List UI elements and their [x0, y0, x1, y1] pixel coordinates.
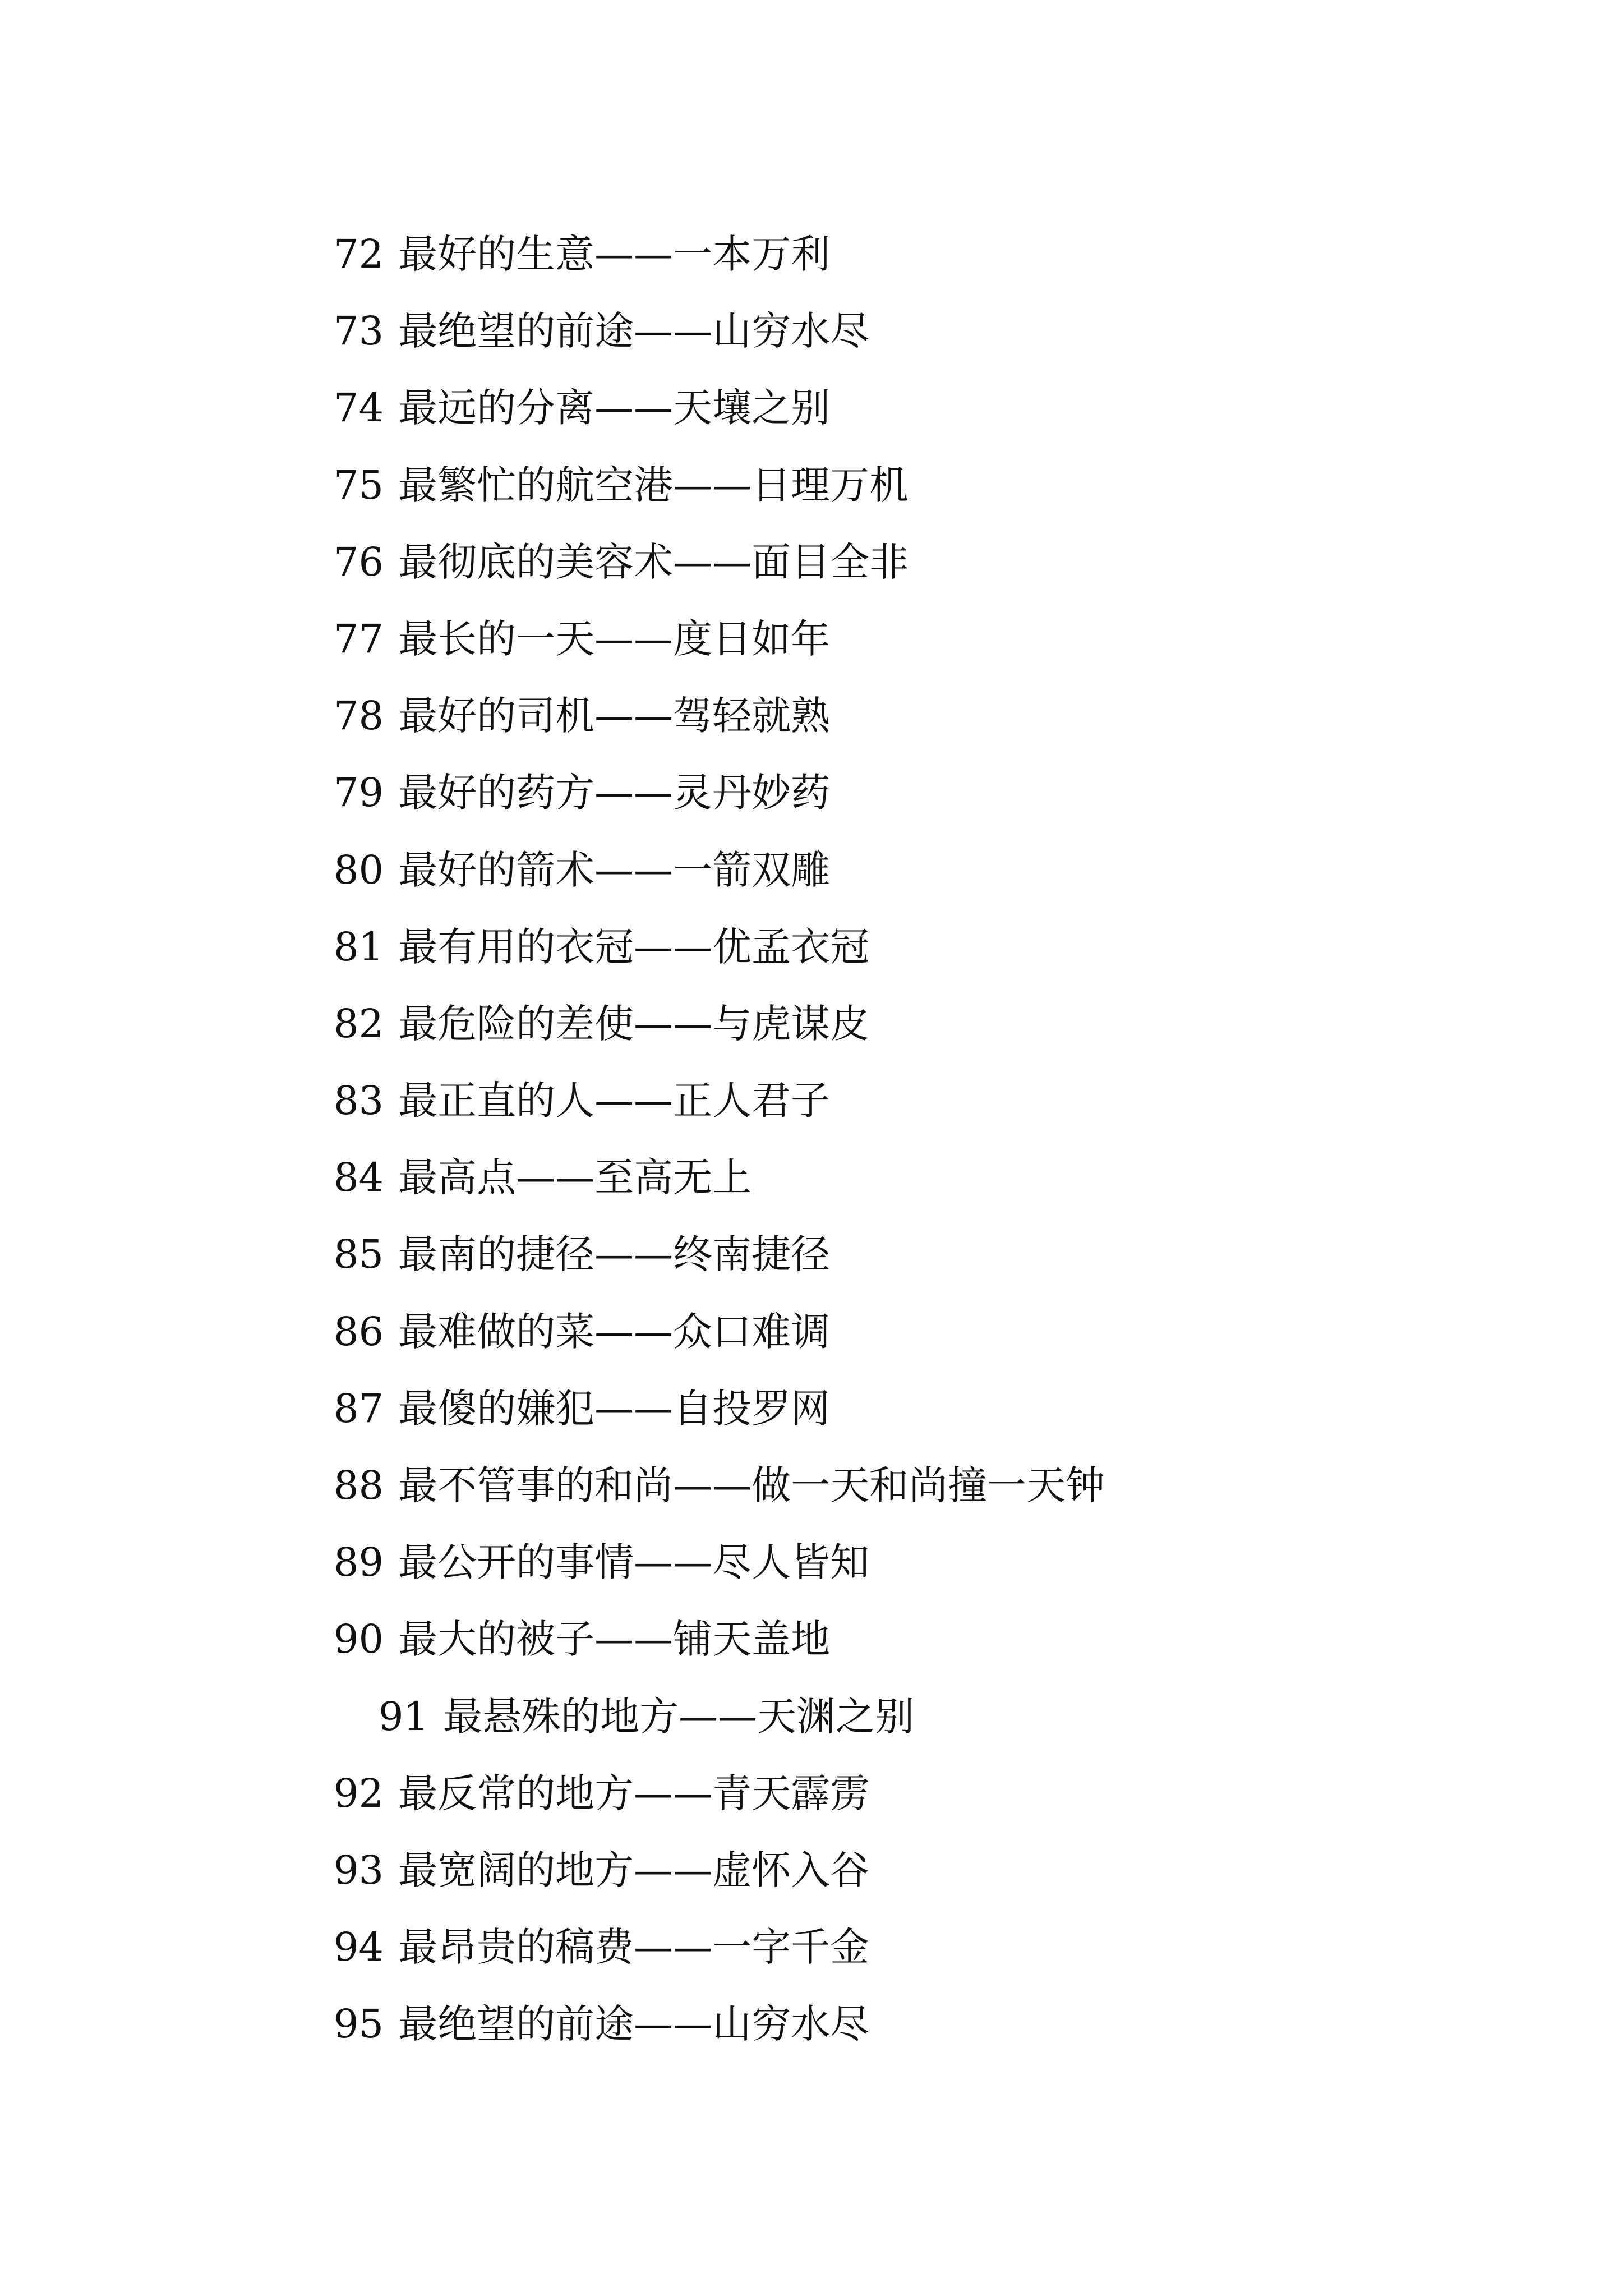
list-item — [334, 216, 1105, 293]
entry-text: 最傻的嫌犯——自投罗网 — [398, 1385, 831, 1432]
entry-number: 72 — [334, 231, 384, 277]
entry-text: 最有用的衣冠——优孟衣冠 — [398, 923, 870, 970]
entry-text: 最好的药方——灵丹妙药 — [398, 770, 831, 816]
entry-text: 最长的一天——度日如年 — [398, 615, 831, 662]
list-item — [334, 1447, 1105, 1524]
entry-text: 最南的捷径——终南捷径 — [398, 1231, 831, 1278]
list-item — [334, 1909, 1105, 1986]
list-item — [334, 832, 1105, 909]
entry-number: 94 — [334, 1924, 384, 1971]
entry-number: 95 — [334, 2001, 384, 2047]
entry-text: 最好的司机——驾轻就熟 — [398, 693, 831, 739]
list-item — [334, 1678, 1105, 1755]
list-item — [334, 1370, 1105, 1447]
entry-number: 93 — [334, 1847, 384, 1893]
list-item — [334, 1832, 1105, 1909]
entry-text: 最好的箭术——一箭双雕 — [398, 846, 831, 893]
list-item — [334, 1524, 1105, 1601]
list-item — [334, 754, 1105, 831]
entry-number: 91 — [379, 1693, 429, 1740]
entry-text: 最正直的人——正人君子 — [398, 1078, 831, 1124]
entry-number: 90 — [334, 1616, 384, 1663]
entry-text: 最公开的事情——尽人皆知 — [398, 1539, 870, 1586]
list-item — [334, 447, 1105, 524]
entry-number: 76 — [334, 539, 384, 585]
list-item — [334, 1139, 1105, 1216]
list-item — [334, 678, 1105, 754]
entry-number: 78 — [334, 693, 384, 739]
entry-text: 最昂贵的稿费——一字千金 — [398, 1924, 870, 1971]
entry-text: 最反常的地方——青天霹雳 — [398, 1770, 870, 1816]
entry-number: 81 — [334, 923, 384, 970]
entry-number: 74 — [334, 385, 384, 431]
entry-text: 最好的生意——一本万利 — [398, 231, 831, 277]
list-item — [334, 986, 1105, 1062]
entry-number: 84 — [334, 1154, 384, 1201]
entry-text: 最远的分离——天壤之别 — [398, 385, 831, 431]
list-item — [334, 1062, 1105, 1139]
list-item — [334, 293, 1105, 370]
list-item — [334, 1216, 1105, 1293]
list-item — [334, 370, 1105, 447]
entry-number: 73 — [334, 308, 384, 355]
entry-number: 89 — [334, 1539, 384, 1586]
entry-number: 80 — [334, 846, 384, 893]
entry-number: 75 — [334, 462, 384, 508]
list-item — [334, 1755, 1105, 1832]
entry-number: 88 — [334, 1462, 384, 1508]
list-item — [334, 601, 1105, 678]
entry-text: 最繁忙的航空港——日理万机 — [398, 462, 909, 508]
entry-text: 最高点——至高无上 — [398, 1154, 752, 1201]
entry-text: 最绝望的前途——山穷水尽 — [398, 308, 870, 355]
list-item — [334, 524, 1105, 601]
entry-text: 最绝望的前途——山穷水尽 — [398, 2001, 870, 2047]
list-item — [334, 1986, 1105, 2063]
entry-text: 最悬殊的地方——天渊之别 — [443, 1693, 915, 1740]
entry-text: 最大的被子——铺天盖地 — [398, 1616, 831, 1663]
entry-text: 最难做的菜——众口难调 — [398, 1308, 831, 1355]
entry-number: 79 — [334, 770, 384, 816]
entry-text: 最不管事的和尚——做一天和尚撞一天钟 — [398, 1462, 1105, 1508]
entry-text: 最危险的差使——与虎谋皮 — [398, 1000, 870, 1047]
entry-number: 85 — [334, 1231, 384, 1278]
list-item — [334, 1601, 1105, 1678]
entry-number: 82 — [334, 1000, 384, 1047]
entry-number: 83 — [334, 1078, 384, 1124]
entry-number: 77 — [334, 615, 384, 662]
entry-list — [334, 216, 1105, 2063]
entry-number: 92 — [334, 1770, 384, 1816]
entry-number: 87 — [334, 1385, 384, 1432]
list-item — [334, 909, 1105, 986]
entry-text: 最彻底的美容术——面目全非 — [398, 539, 909, 585]
list-item — [334, 1294, 1105, 1370]
entry-number: 86 — [334, 1308, 384, 1355]
entry-text: 最宽阔的地方——虚怀入谷 — [398, 1847, 870, 1893]
